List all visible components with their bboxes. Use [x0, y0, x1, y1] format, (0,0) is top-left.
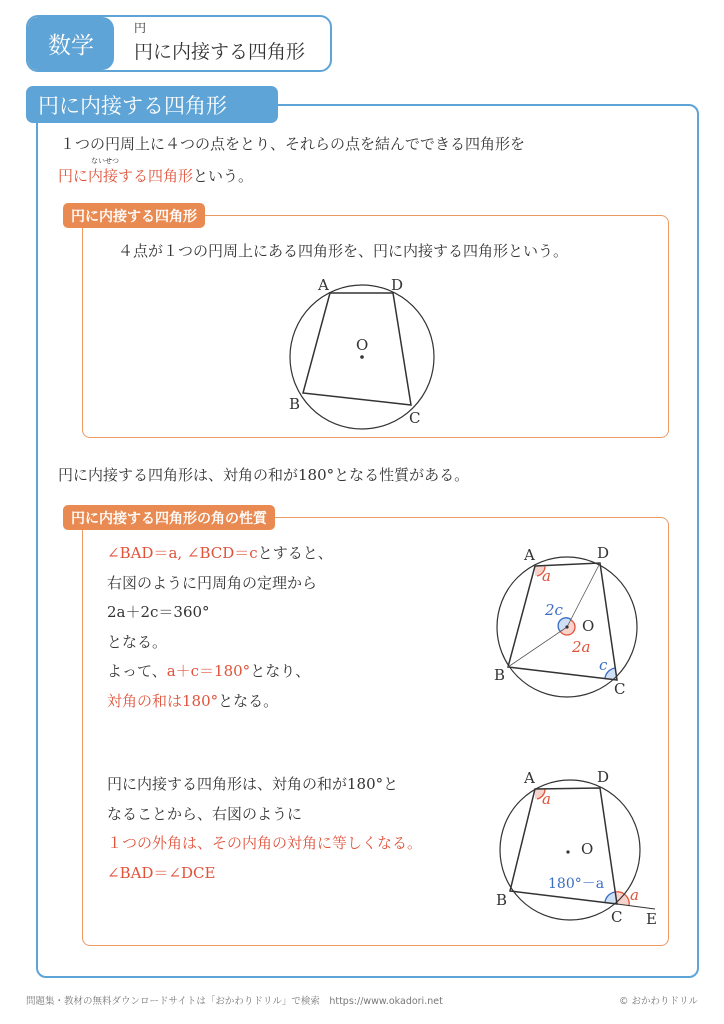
label-B: B — [496, 891, 508, 909]
diagram-inscribed-quadrilateral — [290, 285, 434, 429]
label-c: c — [599, 656, 608, 674]
label-A: A — [318, 276, 329, 294]
proof-assumption: ∠BAD＝a, ∠BCD＝c — [107, 544, 258, 562]
proof-text: とすると、 — [257, 544, 333, 562]
label-C: C — [611, 908, 623, 926]
intro-rest: という。 — [193, 167, 254, 185]
center-point — [360, 355, 364, 359]
intro-line-1: １つの円周上に４つの点をとり、それらの点を結んでできる四角形を — [60, 135, 526, 153]
definition-text: ４点が１つの円周上にある四角形を、円に内接する四角形という。 — [118, 242, 569, 260]
center-point — [566, 850, 569, 853]
label-O: O — [581, 840, 594, 858]
footer-site-info: 問題集・教材の無料ダウンロードサイトは「おかわりドリル」で検索 https://www.okadori.net — [26, 996, 443, 1007]
label-O: O — [356, 336, 369, 354]
label-A: A — [524, 769, 535, 787]
property-text: 円に内接する四角形は、対角の和が180°となる性質がある。 — [58, 466, 470, 484]
definition-label: 円に内接する四角形 — [63, 203, 205, 228]
label-D: D — [597, 768, 610, 786]
label-B: B — [289, 395, 301, 413]
label-a: a — [542, 567, 551, 585]
label-D: D — [597, 544, 610, 562]
term-ruby-base: 内接 — [88, 167, 119, 185]
label-A: A — [524, 546, 535, 564]
center-point — [565, 625, 568, 628]
proof-text: となり、 — [250, 662, 311, 680]
extension-CE — [617, 904, 655, 909]
exterior-text: なることから、右図のように — [107, 804, 303, 823]
proof-result: a＋c＝180° — [166, 662, 251, 680]
proof-text: となる。 — [107, 632, 168, 651]
exterior-text: 円に内接する四角形は、対角の和が180°と — [107, 775, 399, 793]
proof-conclusion: 対角の和は180° — [107, 691, 219, 710]
label-E: E — [646, 910, 657, 928]
diagram-opposite-angles — [497, 557, 637, 697]
footer-copyright: © おかわりドリル — [618, 996, 698, 1007]
label-B: B — [494, 666, 506, 684]
label-C: C — [409, 409, 421, 427]
label-180-minus-a: 180°－a — [548, 876, 605, 892]
exterior-rule: １つの外角は、その内角の対角に等しくなる。 — [107, 834, 423, 852]
property-label: 円に内接する四角形の角の性質 — [63, 505, 275, 530]
subject-badge: 数学 — [28, 17, 114, 70]
label-2a: 2a — [572, 638, 591, 656]
proof-text: よって、 — [107, 662, 167, 680]
label-2c: 2c — [545, 601, 563, 619]
label-exterior-a: a — [630, 886, 639, 904]
label-D: D — [391, 276, 404, 294]
proof-text: 右図のように円周角の定理から — [107, 573, 318, 592]
proof-equation: 2a＋2c＝360° — [107, 603, 210, 621]
term-part: 円に — [58, 167, 89, 185]
ruby-text: ないせつ — [91, 157, 119, 165]
worksheet-title: 円に内接する四角形 — [134, 41, 306, 63]
exterior-equation: ∠BAD＝∠DCE — [107, 863, 216, 882]
term-part: する四角形 — [118, 167, 194, 185]
category-label: 円 — [134, 21, 147, 35]
label-O: O — [582, 617, 595, 635]
section-title: 円に内接する四角形 — [26, 86, 278, 123]
label-a: a — [542, 790, 551, 808]
proof-text: となる。 — [218, 691, 279, 710]
label-C: C — [614, 680, 626, 698]
